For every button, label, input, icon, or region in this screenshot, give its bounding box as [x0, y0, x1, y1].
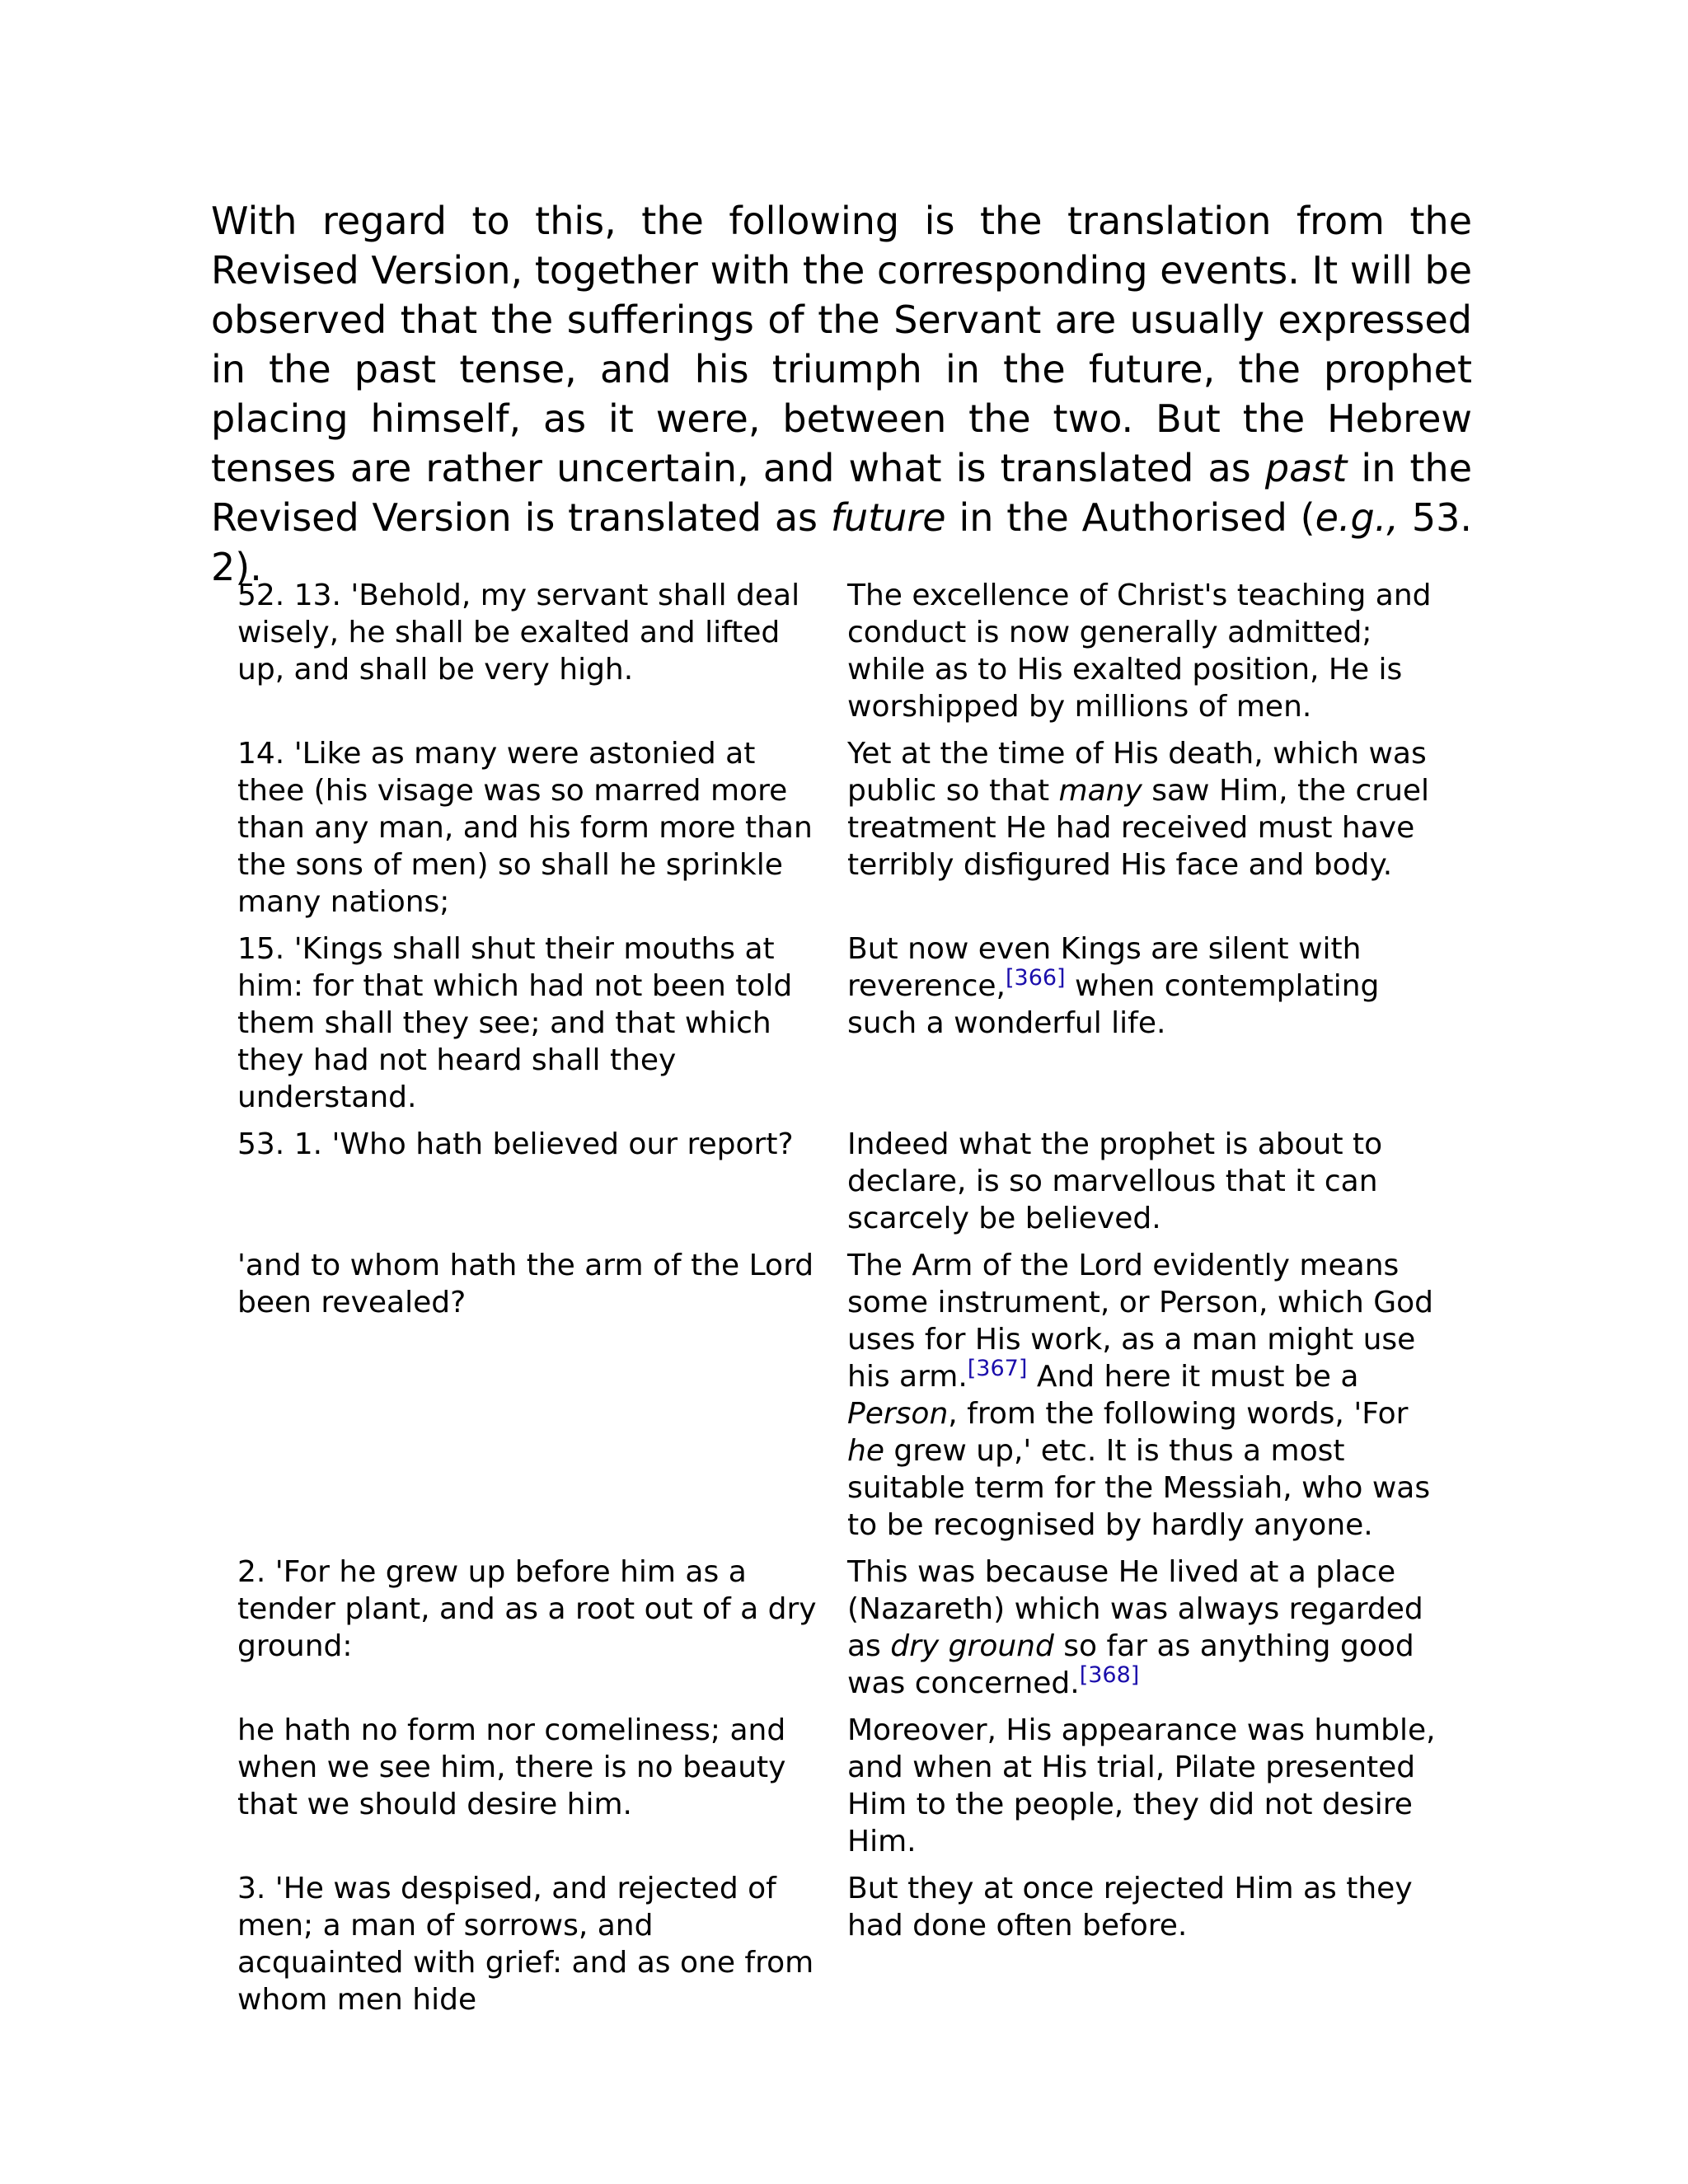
commentary-emphasis: many — [1058, 774, 1142, 808]
commentary-text: Yet at the time of His death, which was public so that — [847, 737, 1427, 808]
scripture-cell: 'and to whom hath the arm of the Lord been revealed? — [237, 1249, 814, 1319]
intro-text-3: in the Authorised ( — [945, 495, 1315, 540]
intro-text-1: With regard to this, the following is the translation from the Revised Version, together with the corresponding events. It will be observed that the sufferings of the Servant are usually expressed in the past tense, and his triumph in the future, the prophet placing himself, as it were, between the two. But the Hebrew tenses are rather uncertain, and what is translated as — [211, 199, 1472, 490]
scripture-cell: 14. 'Like as many were astonied at thee (his visage was so marred more than any man, and his form more than the sons of men) so shall he sprinkle many nations; — [237, 737, 813, 919]
commentary-cell: Moreover, His appearance was humble, and when at His trial, Pilate presented Him to the people, they did not desire Him. — [847, 1713, 1436, 1858]
table-row — [237, 1554, 1441, 1712]
commentary-text: , from the following words, 'For — [948, 1397, 1409, 1431]
table-row — [237, 930, 1441, 1126]
commentary-text: so far as anything good was concerned. — [847, 1629, 1414, 1700]
table-row — [237, 577, 1441, 735]
table-row — [237, 735, 1441, 930]
commentary-cell — [847, 1247, 1441, 1554]
scripture-cell: 15. 'Kings shall shut their mouths at him: for that which had not been told them shall they see; and that which they had not heard shall they understand. — [237, 932, 793, 1114]
intro-emphasis-future: future — [830, 495, 946, 540]
scripture-cell: he hath no form nor comeliness; and when we see him, there is no beauty that we should desire him. — [237, 1713, 786, 1821]
footnote-ref — [1006, 965, 1066, 991]
commentary-cell — [847, 1554, 1441, 1712]
commentary-cell — [847, 735, 1441, 930]
commentary-text: The Arm of the Lord evidently means some instrument, or Person, which God uses for His work, as a man might use his arm. — [847, 1249, 1433, 1394]
intro-emphasis-past: past — [1264, 446, 1348, 490]
scripture-cell: 3. 'He was despised, and rejected of men; a man of sorrows, and acquainted with grief: and as one from whom men hide — [237, 1872, 814, 2017]
intro-text-4: 53. 2). — [211, 495, 1472, 589]
commentary-emphasis: Person — [847, 1397, 949, 1431]
scripture-cell: 53. 1. 'Who hath believed our report? — [237, 1127, 794, 1161]
commentary-cell — [847, 930, 1441, 1126]
table-row — [237, 1247, 1441, 1554]
commentary-text: saw Him, the cruel treatment He had received must have terribly disfigured His face and body. — [847, 774, 1430, 882]
commentary-text: And here it must be a — [1027, 1360, 1359, 1394]
commentary-cell: The excellence of Christ's teaching and conduct is now generally admitted; while as to His exalted position, He is worshipped by millions of men. — [847, 579, 1432, 724]
commentary-text: But now even Kings are silent with reverence, — [847, 932, 1362, 1003]
table-row — [237, 1712, 1441, 1870]
commentary-text: grew up,' etc. It is thus a most suitable term for the Messiah, who was to be recognised by hardly anyone. — [847, 1434, 1431, 1542]
commentary-text: when contemplating such a wonderful life. — [847, 969, 1380, 1040]
intro-emphasis-eg: e.g., — [1315, 495, 1399, 540]
scripture-cell: 2. 'For he grew up before him as a tender plant, and as a root out of a dry ground: — [237, 1555, 817, 1663]
table-row — [237, 1126, 1441, 1247]
scripture-cell: 52. 13. 'Behold, my servant shall deal wisely, he shall be exalted and lifted up, and shall be very high. — [237, 579, 800, 687]
commentary-text: This was because He lived at a place (Nazareth) which was always regarded as — [847, 1555, 1423, 1663]
footnote-link-366[interactable]: [366] — [1005, 965, 1066, 991]
parallel-table — [237, 577, 1441, 2028]
commentary-cell: Indeed what the prophet is about to declare, is so marvellous that it can scarcely be believed. — [847, 1127, 1383, 1235]
commentary-emphasis: he — [847, 1434, 884, 1468]
commentary-cell: But they at once rejected Him as they had done often before. — [847, 1872, 1413, 1943]
footnote-link-368[interactable]: [368] — [1079, 1662, 1140, 1688]
footnote-ref — [1080, 1662, 1140, 1688]
commentary-emphasis: dry ground — [890, 1629, 1054, 1663]
intro-text-2: in the Revised Version is translated as — [211, 446, 1473, 540]
intro-paragraph — [211, 196, 1472, 592]
footnote-link-367[interactable]: [367] — [967, 1356, 1028, 1381]
table-row — [237, 1870, 1441, 2028]
footnote-ref — [968, 1356, 1028, 1381]
